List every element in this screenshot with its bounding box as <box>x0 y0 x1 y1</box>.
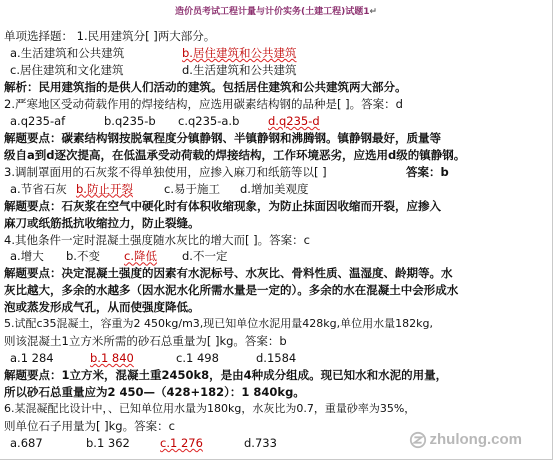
q3-options <box>4 181 308 198</box>
option-d: d.q235-d <box>268 113 320 128</box>
question-3: 3.调制罩面用的石灰浆不得单独使用，应掺入麻刀和纸筋等以[ ] 答案：b <box>4 164 449 179</box>
option-d: d.生活建筑和公共建筑 <box>182 62 297 77</box>
question-4: 4.其他条件一定时混凝土强度随水灰比的增大而[ ]。答案：c <box>4 232 310 247</box>
zhulong-logo-icon <box>409 431 427 449</box>
q3-analysis-1: 解题要点：石灰浆在空气中硬化时有体积收缩现象，为防止抹面因收缩而开裂，应掺入 <box>4 198 441 213</box>
watermark-text: zhulong.com <box>429 430 522 448</box>
q6-options <box>4 435 277 452</box>
watermark <box>409 431 523 449</box>
option-a: a.1 284 <box>10 351 54 366</box>
option-a: a.增大 <box>10 249 44 264</box>
q4-options <box>4 248 227 265</box>
q2-options <box>4 113 320 130</box>
q1-options-ab <box>4 45 296 62</box>
question-2: 2.严寒地区受动荷载作用的焊接结构，应选用碳素结构钢的品种是[ ]。答案：d <box>4 96 403 111</box>
option-a: a.生活建筑和公共建筑 <box>10 45 125 60</box>
option-a: a.687 <box>10 436 43 451</box>
option-b: b.不变 <box>66 249 100 264</box>
q5-analysis-2: 所以砂石总重量应为2 450—（428+182）：1 840kg。 <box>4 385 305 400</box>
question-6-cont: 则单位石子用量为[ ]kg。答案：c <box>4 419 175 434</box>
option-d: d.增加美观度 <box>240 181 309 196</box>
option-c: c.1 276 <box>160 436 203 451</box>
question-5-cont: 则该混凝土1立方米所需的砂石总重量为[ ]kg。答案：b <box>4 334 287 349</box>
q4-analysis-1: 解题要点：决定混凝土强度的因素有水泥标号、水灰比、骨料性质、温湿度、龄期等。水 <box>4 266 453 281</box>
option-c: c.q235-a.b <box>178 113 240 128</box>
q4-analysis-2: 灰比越大，多余的水越多（因水泥水化所需水量是一定的）。多余的水在混凝土中会形成水 <box>4 283 459 298</box>
option-b: b.q235-b <box>104 113 156 128</box>
q5-analysis-1: 解题要点：1立方米，混凝土重2450k8，是由4种成分组成。现已知水和水泥的用量， <box>4 368 448 383</box>
q3-analysis-2: 麻刀或纸筋抵抗收缩拉力，防止裂缝。 <box>4 215 200 230</box>
question-6: 6.某混凝配比设计中，、已知单位用水量为180kg，水灰比为0.7，重量砂率为35%， <box>4 402 416 416</box>
q1-analysis: 解析：民用建筑指的是供人们活动的建筑。包括居住建筑和公共建筑两大部分。 <box>4 79 407 94</box>
option-a: a.节省石灰 <box>10 181 67 196</box>
q4-analysis-3: 泡或蒸发形成气孔，从而使强度降低。 <box>4 300 200 315</box>
q2-analysis-2: 级自a到d逐次提高，在低温承受动荷载的焊接结构，工作环境恶劣，应选用d级的镇静钢。 <box>4 147 466 162</box>
option-b: b.1 362 <box>86 436 130 451</box>
title-text: 造价员考试工程计量与计价实务(土建工程)试题1 <box>174 7 370 17</box>
option-c: c.居住建筑和文化建筑 <box>10 62 124 77</box>
option-c: c.1 498 <box>176 351 219 366</box>
question-5: 5.试配c35混凝土，容重为2 450kg/m3,现已知单位水泥用量428kg,单位用水量182kg, <box>4 317 433 331</box>
option-b: b.居住建筑和公共建筑 <box>182 45 297 60</box>
q2-analysis-1: 解题要点：碳素结构钢按脱氧程度分镇静钢、半镇静钢和沸腾钢。镇静钢最好，质量等 <box>4 130 441 145</box>
q3-answer: 答案：b <box>406 164 449 179</box>
option-b: b.1 840 <box>90 351 134 366</box>
option-d: d.1584 <box>256 351 297 366</box>
question-1: 单项选择题： 1.民用建筑分[ ]两大部分。 <box>4 29 216 43</box>
option-d: d.733 <box>244 436 277 451</box>
document-title <box>0 4 552 17</box>
option-d: d.不一定 <box>182 249 228 264</box>
option-a: a.q235-af <box>10 113 66 128</box>
q5-options <box>4 350 296 367</box>
option-b: b.防止开裂 <box>76 181 133 196</box>
option-c: c.降低 <box>124 249 157 264</box>
option-c: c.易于施工 <box>164 181 220 196</box>
q1-options-cd <box>4 62 296 79</box>
paragraph-mark-icon: ↵ <box>369 7 378 17</box>
